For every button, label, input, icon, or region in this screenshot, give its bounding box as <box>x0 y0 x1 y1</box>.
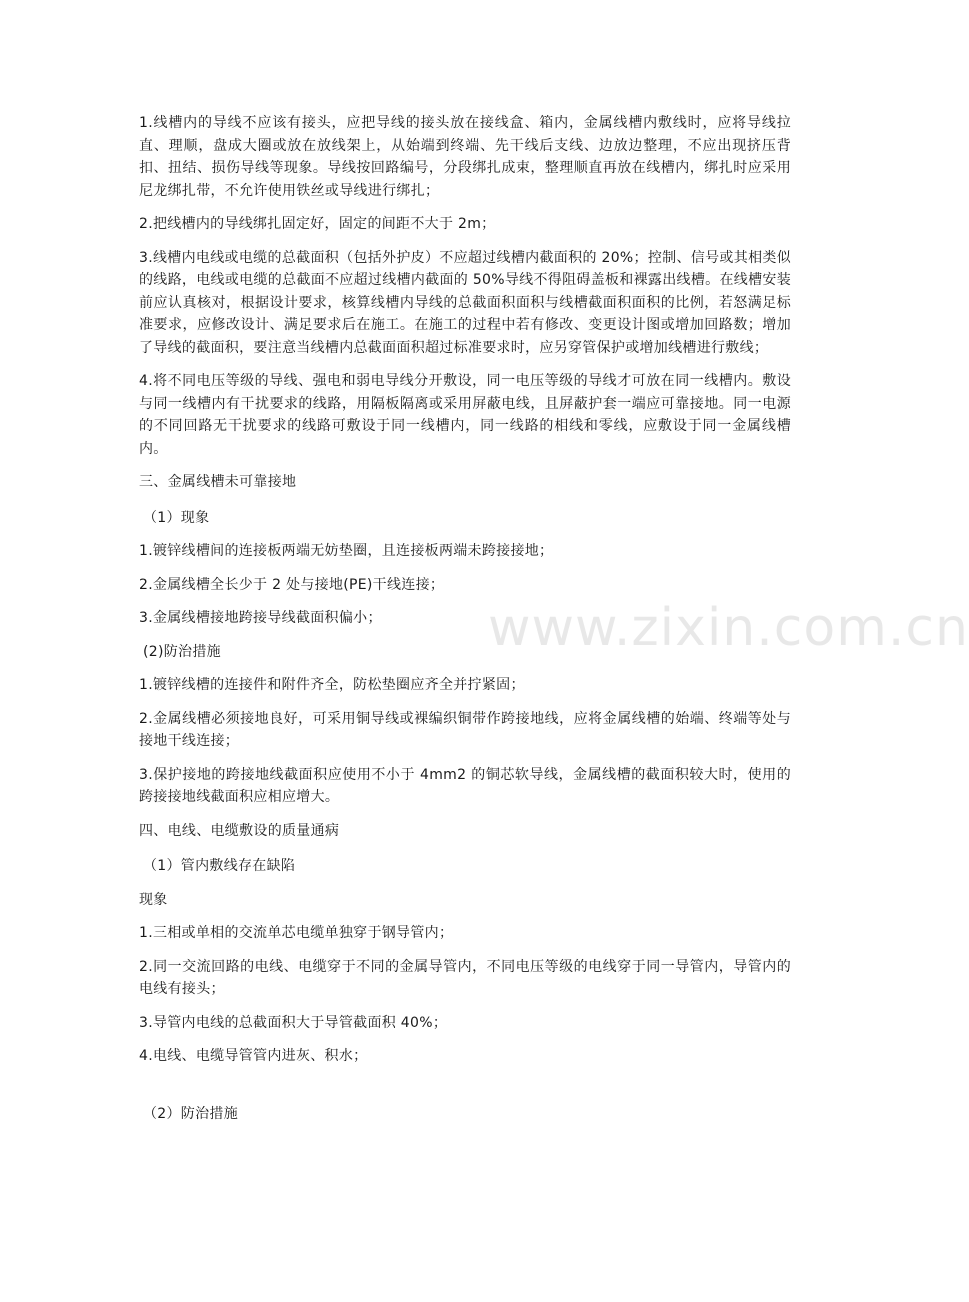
list-item: 4.电线、电缆导管管内进灰、积水； <box>139 1048 368 1064</box>
list-item: 3.金属线槽接地跨接导线截面积偏小； <box>139 610 382 626</box>
list-item: 1.镀锌线槽间的连接板两端无妨垫圈，且连接板两端未跨接接地； <box>139 543 554 559</box>
list-item: 2.同一交流回路的电线、电缆穿于不同的金属导管内，不同电压等级的电线穿于同一导管内，导管内的电线有接头； <box>139 958 791 997</box>
subheading-phenomenon-plain: 现象 <box>139 891 168 908</box>
list-item: 1.镀锌线槽的连接件和附件齐全，防松垫圈应齐全并拧紧固； <box>139 677 525 693</box>
section-heading-grounding: 三、金属线槽未可靠接地 <box>139 474 297 490</box>
subheading-conduit-defects: （1）管内敷线存在缺陷 <box>143 858 296 874</box>
list-item: 3.导管内电线的总截面积大于导管截面积 40%； <box>139 1014 448 1031</box>
watermark: www.zixin.com.cn <box>488 598 969 658</box>
subheading-phenomenon: （1）现象 <box>143 509 210 526</box>
list-item: 2.金属线槽全长少于 2 处与接地(PE)干线连接； <box>139 576 445 593</box>
blank-line <box>139 1079 791 1103</box>
subheading-prevention-2: （2）防治措施 <box>143 1105 239 1122</box>
paragraph-binding-spacing: 2.把线槽内的导线绑扎固定好，固定的间距不大于 2m； <box>139 216 496 232</box>
paragraph-cross-section-ratio: 3.线槽内电线或电缆的总截面积（包括外护皮）不应超过线槽内截面积的 20%；控制、信号或其相类似的线路，电线或电缆的总截面不应超过线槽内截面的 50%导线不得阻碍盖板和裸露出线槽。在线槽安装前应认真核对，根据设计要求，核算线槽内导线的总截面积面积与线槽截面积面积的比例，若怒满足标准要求，应修改设计、满足要求后在施工。在施工的过程中若有修改、变更设计图或增加回路数；增加了导线的截面积，要注意当线槽内总截面面积超过标准要求时，应另穿管保护或增加线槽进行敷线； <box>139 249 791 356</box>
document-body <box>139 112 791 1136</box>
list-item: 2.金属线槽必须接地良好，可采用铜导线或裸编织铜带作跨接地线，应将金属线槽的始端、终端等处与接地干线连接； <box>139 710 791 749</box>
section-heading-cable-laying: 四、电线、电缆敷设的质量通病 <box>139 822 340 839</box>
list-item: 3.保护接地的跨接地线截面积应使用不小于 4mm2 的铜芯软导线，金属线槽的截面积较大时，使用的跨接接地线截面积应相应增大。 <box>139 766 791 805</box>
paragraph-voltage-separation: 4.将不同电压等级的导线、强电和弱电导线分开敷设，同一电压等级的导线才可放在同一线槽内。敷设与同一线槽内有干扰要求的线路，用隔板隔离或采用屏蔽电线，且屏蔽护套一端应可靠接地。同一电源的不同回路无干扰要求的线路可敷设于同一线槽内，同一线路的相线和零线，应敷设于同一金属线槽内。 <box>139 373 791 457</box>
paragraph-wiring-splices: 1.线槽内的导线不应该有接头，应把导线的接头放在接线盒、箱内，金属线槽内敷线时，应将导线拉直、理顺，盘成大圈或放在放线架上，从始端到终端、先干线后支线、边放边整理，不应出现挤压背扣、扭结、损伤导线等现象。导线按回路编号，分段绑扎成束，整理顺直再放在线槽内，绑扎时应采用尼龙绑扎带，不允许使用铁丝或导线进行绑扎； <box>139 115 791 199</box>
subheading-prevention: (2)防治措施 <box>143 643 221 660</box>
list-item: 1.三相或单相的交流单芯电缆单独穿于钢导管内； <box>139 925 454 941</box>
